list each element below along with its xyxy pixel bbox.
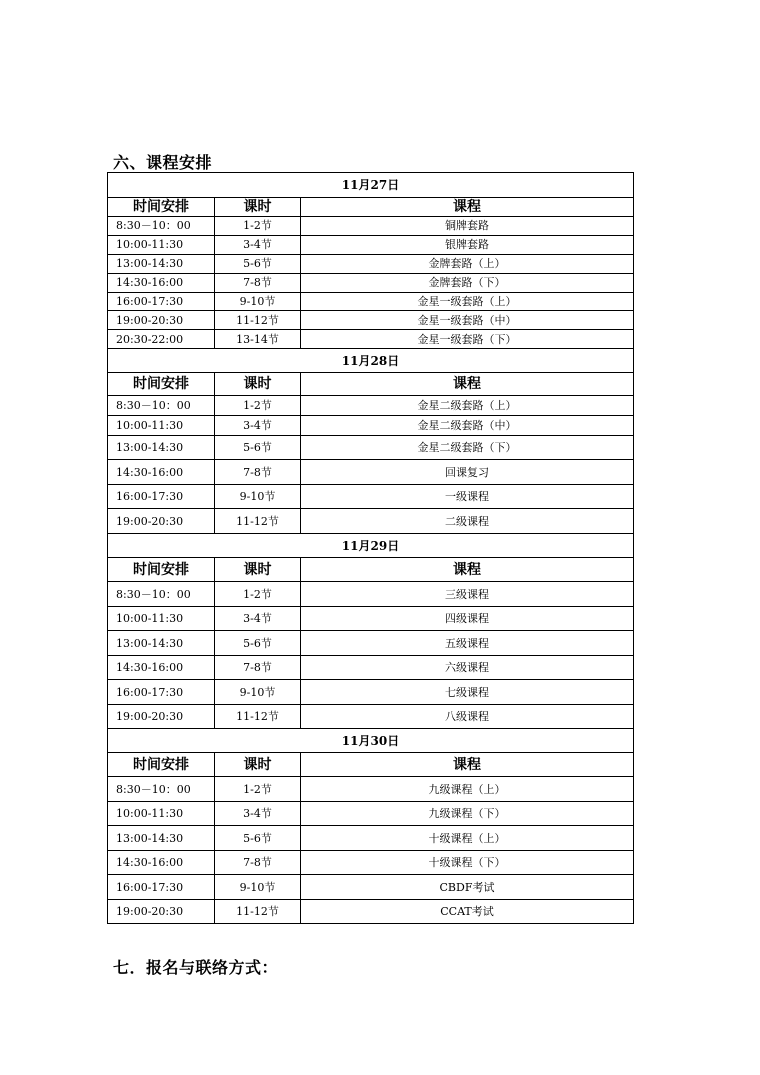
table-row (108, 217, 634, 236)
time-cell: 8:30－10：00 (108, 217, 215, 236)
time-cell: 13:00-14:30 (108, 631, 215, 656)
date-row (108, 534, 634, 558)
time-cell: 19:00-20:30 (108, 705, 215, 729)
header-row (108, 558, 634, 582)
course-cell: 金星二级套路（下） (301, 436, 634, 460)
course-cell: 金星二级套路（中） (301, 416, 634, 436)
header-course: 课程 (301, 198, 634, 217)
table-row (108, 705, 634, 729)
time-cell: 13:00-14:30 (108, 826, 215, 851)
time-cell: 14:30-16:00 (108, 460, 215, 485)
time-cell: 8:30－10：00 (108, 396, 215, 416)
course-cell: 九级课程（下） (301, 802, 634, 826)
period-cell: 9-10节 (215, 485, 301, 509)
period-cell: 11-12节 (215, 900, 301, 924)
time-cell: 16:00-17:30 (108, 875, 215, 900)
table-row (108, 396, 634, 416)
table-row (108, 900, 634, 924)
course-cell: 一级课程 (301, 485, 634, 509)
time-cell: 10:00-11:30 (108, 416, 215, 436)
period-cell: 3-4节 (215, 416, 301, 436)
header-period: 课时 (215, 198, 301, 217)
date-cell: 11月28日 (108, 349, 634, 373)
date-row (108, 729, 634, 753)
course-cell: 五级课程 (301, 631, 634, 656)
header-time: 时间安排 (108, 753, 215, 777)
header-period: 课时 (215, 373, 301, 396)
period-cell: 7-8节 (215, 656, 301, 680)
header-row (108, 373, 634, 396)
header-course: 课程 (301, 373, 634, 396)
time-cell: 19:00-20:30 (108, 900, 215, 924)
header-course: 课程 (301, 558, 634, 582)
time-cell: 13:00-14:30 (108, 436, 215, 460)
time-cell: 10:00-11:30 (108, 235, 215, 254)
course-cell: CCAT考试 (301, 900, 634, 924)
period-cell: 5-6节 (215, 631, 301, 656)
period-cell: 1-2节 (215, 582, 301, 607)
course-cell: 金星一级套路（下） (301, 330, 634, 349)
table-row (108, 509, 634, 534)
period-cell: 1-2节 (215, 396, 301, 416)
table-row (108, 777, 634, 802)
time-cell: 14:30-16:00 (108, 656, 215, 680)
header-row (108, 753, 634, 777)
time-cell: 16:00-17:30 (108, 292, 215, 311)
header-period: 课时 (215, 558, 301, 582)
section-7-heading: 七．报名与联络方式： (113, 958, 279, 977)
course-cell: 六级课程 (301, 656, 634, 680)
course-cell: 金牌套路（下） (301, 273, 634, 292)
time-cell: 16:00-17:30 (108, 485, 215, 509)
date-cell: 11月30日 (108, 729, 634, 753)
table-row (108, 254, 634, 273)
course-cell: 回课复习 (301, 460, 634, 485)
table-row (108, 416, 634, 436)
period-cell: 5-6节 (215, 826, 301, 851)
time-cell: 10:00-11:30 (108, 802, 215, 826)
course-cell: 金星二级套路（上） (301, 396, 634, 416)
period-cell: 7-8节 (215, 851, 301, 875)
time-cell: 20:30-22:00 (108, 330, 215, 349)
period-cell: 1-2节 (215, 777, 301, 802)
table-row (108, 273, 634, 292)
course-cell: CBDF考试 (301, 875, 634, 900)
table-row (108, 802, 634, 826)
header-time: 时间安排 (108, 373, 215, 396)
table-row (108, 436, 634, 460)
period-cell: 5-6节 (215, 436, 301, 460)
period-cell: 3-4节 (215, 802, 301, 826)
table-row (108, 656, 634, 680)
period-cell: 11-12节 (215, 705, 301, 729)
course-cell: 七级课程 (301, 680, 634, 705)
date-cell: 11月27日 (108, 173, 634, 198)
course-cell: 金星一级套路（上） (301, 292, 634, 311)
table-row (108, 680, 634, 705)
time-cell: 16:00-17:30 (108, 680, 215, 705)
period-cell: 3-4节 (215, 235, 301, 254)
time-cell: 19:00-20:30 (108, 509, 215, 534)
table-row (108, 582, 634, 607)
course-cell: 金星一级套路（中） (301, 311, 634, 330)
period-cell: 1-2节 (215, 217, 301, 236)
table-row (108, 875, 634, 900)
course-cell: 十级课程（下） (301, 851, 634, 875)
period-cell: 11-12节 (215, 311, 301, 330)
period-cell: 5-6节 (215, 254, 301, 273)
course-schedule-table (107, 172, 634, 924)
period-cell: 7-8节 (215, 460, 301, 485)
date-row (108, 173, 634, 198)
table-row (108, 607, 634, 631)
course-cell: 银牌套路 (301, 235, 634, 254)
time-cell: 19:00-20:30 (108, 311, 215, 330)
time-cell: 8:30－10：00 (108, 777, 215, 802)
date-cell: 11月29日 (108, 534, 634, 558)
period-cell: 7-8节 (215, 273, 301, 292)
period-cell: 9-10节 (215, 875, 301, 900)
header-time: 时间安排 (108, 558, 215, 582)
date-row (108, 349, 634, 373)
time-cell: 14:30-16:00 (108, 851, 215, 875)
course-cell: 九级课程（上） (301, 777, 634, 802)
table-row (108, 330, 634, 349)
course-cell: 八级课程 (301, 705, 634, 729)
time-cell: 14:30-16:00 (108, 273, 215, 292)
table-row (108, 485, 634, 509)
table-row (108, 235, 634, 254)
header-period: 课时 (215, 753, 301, 777)
time-cell: 13:00-14:30 (108, 254, 215, 273)
table-row (108, 460, 634, 485)
period-cell: 9-10节 (215, 292, 301, 311)
time-cell: 8:30－10：00 (108, 582, 215, 607)
section-6-heading: 六、课程安排 (113, 153, 213, 172)
period-cell: 3-4节 (215, 607, 301, 631)
period-cell: 13-14节 (215, 330, 301, 349)
course-cell: 四级课程 (301, 607, 634, 631)
header-row (108, 198, 634, 217)
table-row (108, 292, 634, 311)
course-cell: 铜牌套路 (301, 217, 634, 236)
table-row (108, 826, 634, 851)
course-cell: 二级课程 (301, 509, 634, 534)
course-cell: 十级课程（上） (301, 826, 634, 851)
course-cell: 三级课程 (301, 582, 634, 607)
period-cell: 9-10节 (215, 680, 301, 705)
period-cell: 11-12节 (215, 509, 301, 534)
table-row (108, 631, 634, 656)
header-time: 时间安排 (108, 198, 215, 217)
course-cell: 金牌套路（上） (301, 254, 634, 273)
header-course: 课程 (301, 753, 634, 777)
table-row (108, 311, 634, 330)
table-row (108, 851, 634, 875)
time-cell: 10:00-11:30 (108, 607, 215, 631)
